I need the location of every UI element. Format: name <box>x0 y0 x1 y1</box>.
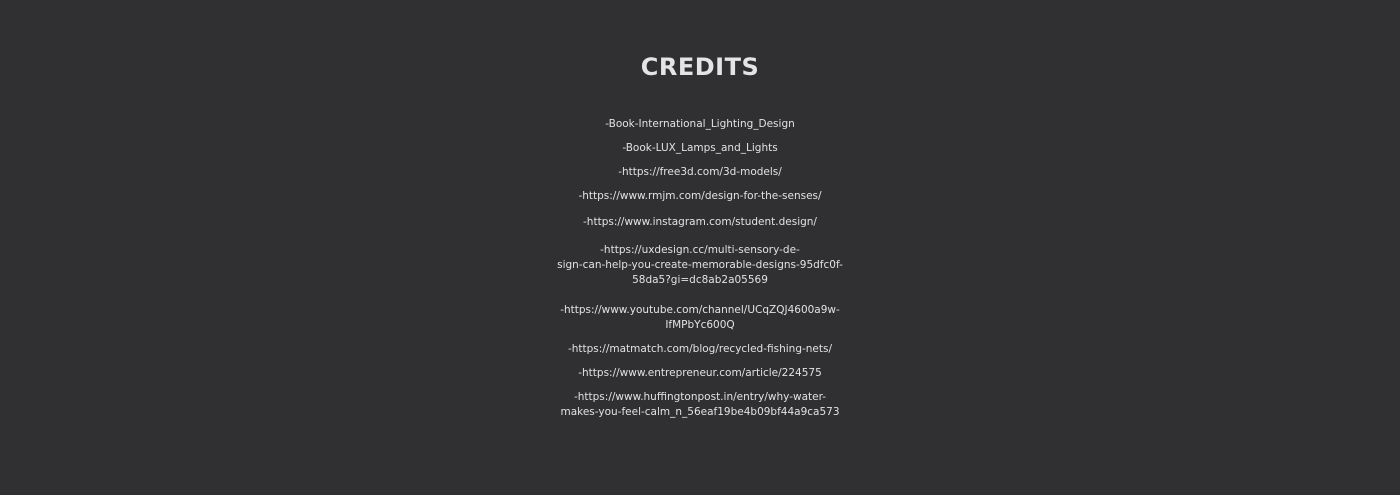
page-title: CREDITS <box>640 53 760 81</box>
credit-item: -https://www.youtube.com/channel/UCqZQJ4600a9w- IfMPbYc600Q <box>560 304 840 331</box>
credit-item: -https://www.rmjm.com/design-for-the-senses/ <box>578 190 822 202</box>
credit-item: -https://uxdesign.cc/multi-sensory-de- sign-can-help-you-create-memorable-designs-95dfc0f- 58da5?gi=dc8ab2a05569 <box>557 244 843 286</box>
credit-item: -https://www.instagram.com/student.design/ <box>583 216 817 228</box>
credit-item: -Book-International_Lighting_Design <box>605 118 795 130</box>
credit-item: -https://www.entrepreneur.com/article/224575 <box>578 367 822 379</box>
credit-item: -Book-LUX_Lamps_and_Lights <box>622 142 778 154</box>
credit-item: -https://free3d.com/3d-models/ <box>618 166 782 178</box>
credit-item: -https://www.huffingtonpost.in/entry/why-water- makes-you-feel-calm_n_56eaf19be4b09bf44a9ca573 <box>560 391 840 418</box>
credit-item: -https://matmatch.com/blog/recycled-fishing-nets/ <box>567 343 833 355</box>
